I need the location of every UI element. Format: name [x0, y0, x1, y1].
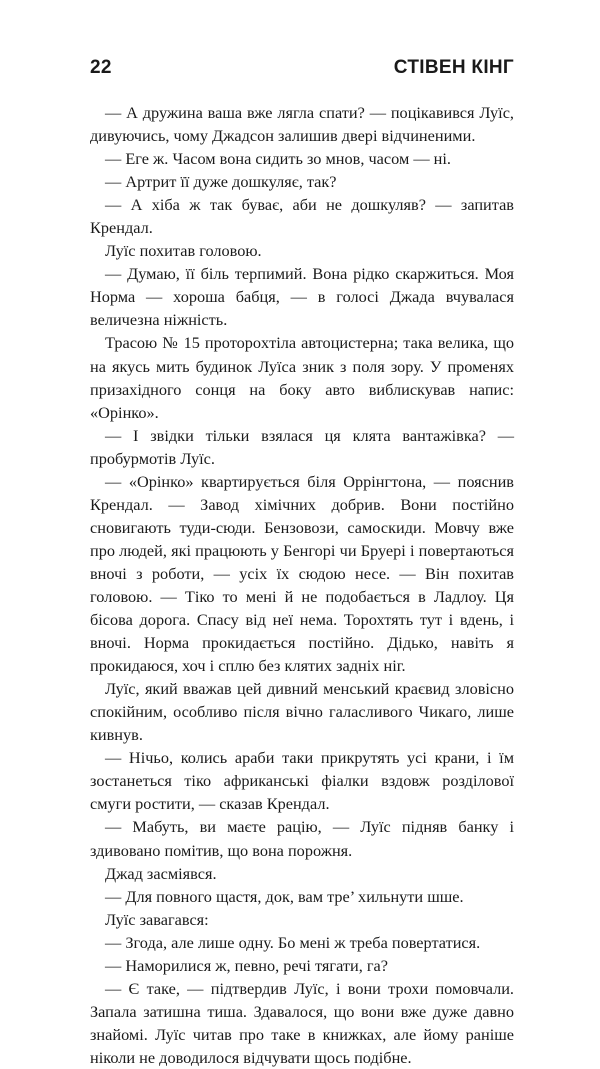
paragraph: — Наморилися ж, певно, речі тягати, га?: [105, 955, 388, 975]
page-header: [90, 57, 514, 87]
paragraph: Джад засміявся.: [105, 863, 217, 883]
paragraph: — Думаю, її біль терпимий. Вона рідко скаржиться. Моя Норма — хороша бабця, — в голосі Джада вчувалася величезна ніжність.: [90, 264, 514, 330]
paragraph: — А хіба ж так буває, аби не дошкуляв? — запитав Крендал.: [90, 195, 514, 238]
paragraph: — Є таке, — підтвердив Луїс, і вони трохи помовчали. Запала затишна тиша. Здавалося, що вони вже дуже давно знайомі. Луїс читав про таке в книжках, але йому раніше ніколи не доводилося відчувати щось подібне.: [90, 978, 514, 1067]
paragraph: — Нічьо, колись араби таки прикрутять усі крани, і їм зостанеться тіко африканські фіалки вздовж розділової смуги ростити, — сказав Крендал.: [90, 748, 514, 814]
paragraph: — Еге ж. Часом вона сидить зо мнов, часом — ні.: [105, 149, 451, 169]
paragraph: — А дружина ваша вже лягла спати? — поцікавився Луїс, дивуючись, чому Джадсон залишив двері відчиненими.: [90, 103, 514, 146]
running-head-author: СТІВЕН КІНГ: [393, 57, 514, 78]
body-text: [90, 101, 514, 1069]
paragraph: Луїс завагався:: [105, 909, 209, 929]
paragraph: Трасою № 15 протороxтіла автоцистерна; така велика, що на якусь мить будинок Луїса зник з поля зору. У променях призахідного сонця на боку авто виблискував напис: «Орінко».: [90, 333, 514, 422]
page-number: 22: [90, 57, 112, 78]
paragraph: Луїс похитав головою.: [105, 241, 262, 261]
paragraph: — І звідки тільки взялася ця клята вантажівка? — пробурмотів Луїс.: [90, 425, 514, 468]
paragraph: Луїс, який вважав цей дивний менський краєвид зловісно спокійним, особливо після вічно галасливого Чикаго, лише кивнув.: [90, 679, 514, 745]
paragraph: — Для повного щастя, док, вам тре’ хильнути шше.: [105, 886, 464, 906]
paragraph: — Мабуть, ви маєте рацію, — Луїс підняв банку і здивовано помітив, що вона порожня.: [90, 817, 514, 860]
paragraph: — Згода, але лише одну. Бо мені ж треба повертатися.: [105, 932, 481, 952]
paragraph: — Артрит її дуже дошкуляє, так?: [105, 172, 337, 192]
paragraph: — «Орінко» квартирується біля Оррінгтона, — пояснив Крендал. — Завод хімічних добрив. Вони постійно сновигають туди-сюди. Бензовози, самоскиди. Мовчу вже про людей, які працюють у Бенгорі чи Бруері і повертаються вночі з роботи, — усіх їх сюдою несе. — Він похитав головою. — Тіко то мені й не подобається в Ладлоу. Ця бісова дорога. Спасу від неї нема. Торохтять тут і вдень, і вночі. Норма прокидається постійно. Дідько, навіть я прокидаюся, хоч і сплю без клятих задніх ніг.: [90, 471, 514, 676]
